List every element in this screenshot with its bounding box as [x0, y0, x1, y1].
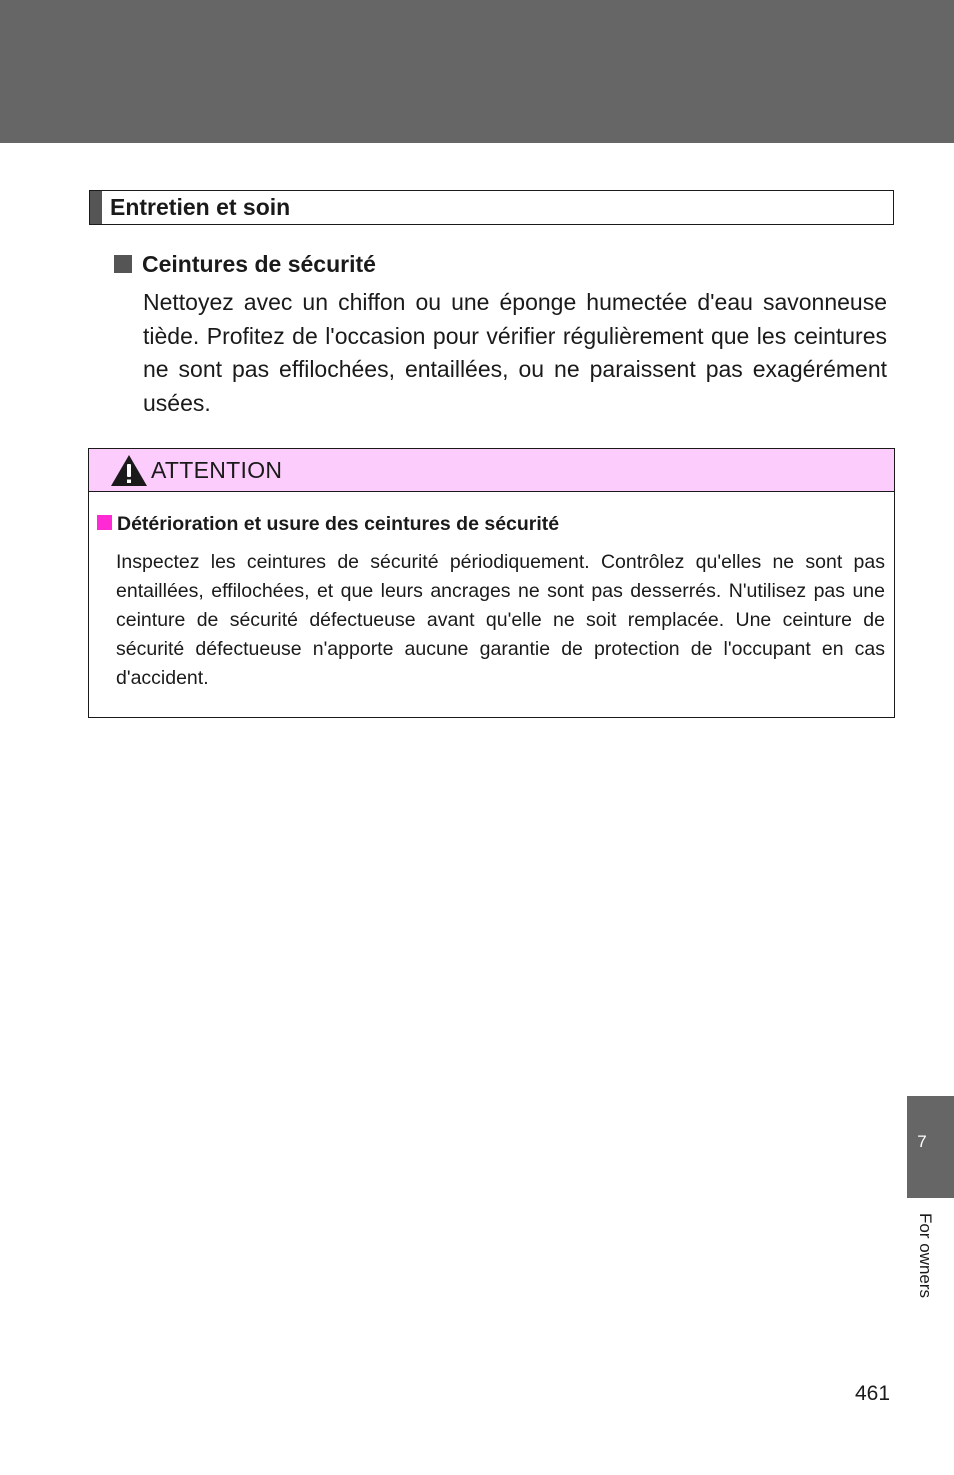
top-banner: [0, 0, 954, 143]
section-header: [89, 190, 894, 225]
chapter-tab: [907, 1096, 954, 1198]
attention-label: ATTENTION: [151, 457, 283, 483]
chapter-label: For owners: [916, 1213, 935, 1299]
warning-triangle-icon: [110, 454, 148, 487]
warning-heading: [97, 511, 559, 537]
pink-square-bullet-icon: [97, 515, 112, 530]
section-title: Entretien et soin: [110, 194, 291, 220]
page-number: 461: [855, 1382, 891, 1405]
warning-body: Inspectez les ceintures de sécurité périodiquement. Contrôlez qu'elles ne sont pas entaillées, effilochées, et que leurs ancrages ne sont pas desserrés. N'utilisez pas une ceinture de sécurité défectueuse avant qu'elle ne soit remplacée. Une ceinture de sécurité défectueuse n'apporte aucune garantie de protection de l'occupant en cas d'accident.: [116, 551, 885, 689]
attention-box: [88, 448, 895, 718]
attention-header: [89, 449, 894, 492]
subsection-heading-text: Ceintures de sécurité: [142, 251, 376, 277]
warning-heading-text: Détérioration et usure des ceintures de sécurité: [117, 513, 560, 535]
section-marker: [90, 191, 102, 224]
square-bullet-icon: [114, 255, 132, 273]
subsection-body: Nettoyez avec un chiffon ou une éponge humectée d'eau savonneuse tiède. Profitez de l'occasion pour vérifier régulièrement que les ceintures ne sont pas effilochées, entaillées, ou ne paraissent pas exagérément usées.: [143, 289, 887, 416]
subsection-heading: [114, 250, 376, 278]
chapter-number: 7: [917, 1132, 927, 1151]
